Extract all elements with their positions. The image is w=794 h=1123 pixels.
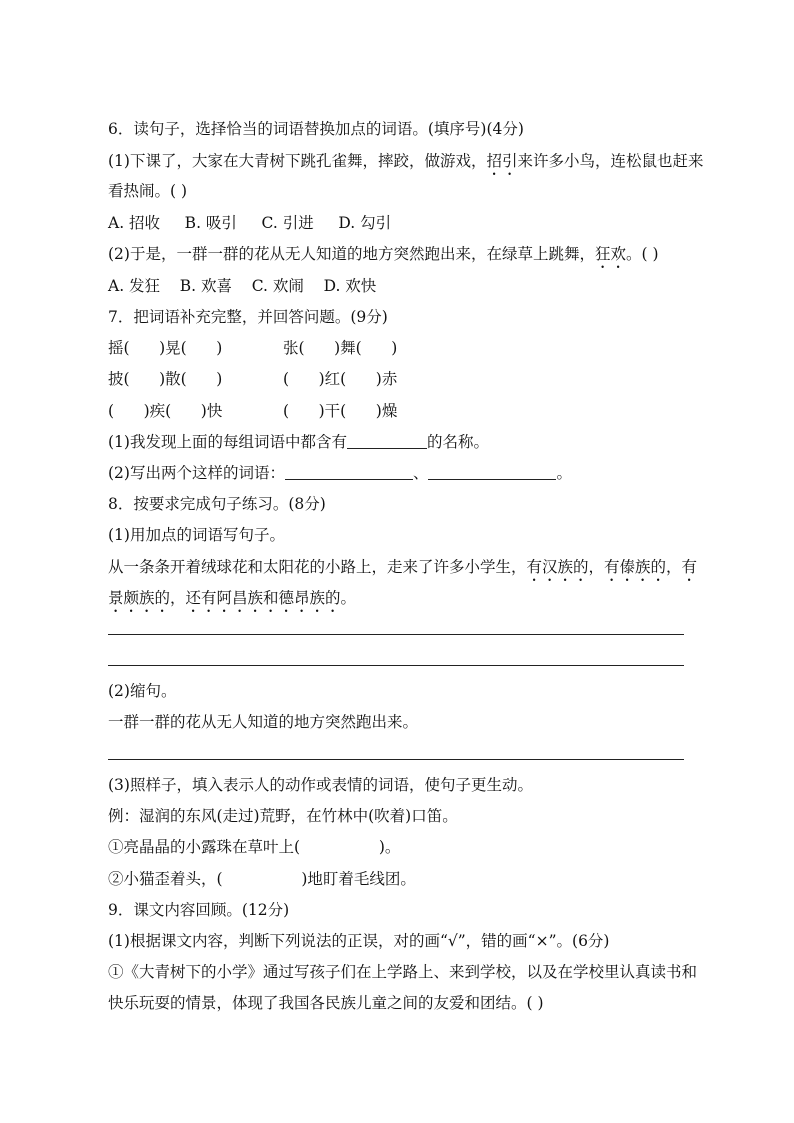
q7-row1-a: 摇( )晃( ) — [108, 339, 223, 357]
q6-s2-options: A. 发狂 B. 欢喜 C. 欢闹 D. 欢快 — [108, 277, 377, 295]
q7-sub2-blank-2[interactable] — [428, 463, 556, 480]
q6-s2-dotted-word: 狂欢 — [594, 245, 626, 263]
q7-sub2-sep: 、 — [412, 464, 429, 482]
q7-row3-a: ( )疾( )快 — [108, 402, 223, 420]
q8-answer-line-3[interactable] — [108, 759, 684, 760]
q8-sub2-sentence: 一群一群的花从无人知道的地方突然跑出来。 — [108, 713, 419, 731]
q8-example: 例：湿润的东风(走过)荒野，在竹林中(吹着)口笛。 — [108, 807, 458, 825]
q7-row2-a: 披( )散( ) — [108, 370, 223, 388]
q6-s1-pre: (1)下课了，大家在大青树下跳孔雀舞，摔跤，做游戏， — [108, 152, 487, 170]
q8-answer-line-2[interactable] — [108, 665, 684, 666]
q8-sub3: (3)照样子，填入表示人的动作或表情的词语，使句子更生动。 — [108, 776, 533, 794]
q8-item2: ②小猫歪着头，( )地盯着毛线团。 — [108, 870, 416, 888]
q7-sub2 — [108, 463, 572, 483]
q6-sentence-1-line-1 — [108, 151, 704, 179]
q7-title: 7．把词语补充完整，并回答问题。(9分) — [108, 308, 388, 326]
q7-sub2-pre: (2)写出两个这样的词语： — [108, 464, 285, 482]
q8-answer-line-1[interactable] — [108, 634, 684, 635]
q9-item1-line-1: ①《大青树下的小学》通过写孩子们在上学路上、来到学校，以及在学校里认真读书和 — [108, 963, 698, 981]
q7-sub2-blank-1[interactable] — [285, 463, 413, 480]
q7-row3-b: ( )干( )燥 — [283, 402, 398, 420]
q7-row2-b: ( )红( )赤 — [283, 370, 398, 388]
q6-title: 6．读句子，选择恰当的词语替换加点的词语。(填序号)(4分) — [108, 120, 524, 138]
q7-sub1-blank[interactable] — [347, 432, 427, 449]
q8-sub1: (1)用加点的词语写句子。 — [108, 526, 285, 544]
q7-sub1-post: 的名称。 — [426, 433, 489, 451]
q8-sentence-a-pre: 从一条条开着绒球花和太阳花的小路上，走来了许多小学生， — [108, 558, 527, 576]
q6-s2-pre: (2)于是，一群一群的花从无人知道的地方突然跑出来，在绿草上跳舞， — [108, 245, 595, 263]
q6-s2-post: 。( ) — [625, 245, 659, 263]
q8-sentence-b-dotted: 景颇族的，还有阿昌族和德昂族的 — [108, 589, 341, 607]
q6-s1-post: 来许多小鸟，连松鼠也赶来 — [517, 152, 704, 170]
q9-title: 9．课文内容回顾。(12分) — [108, 901, 290, 919]
q8-sentence-line-1 — [108, 557, 697, 585]
q9-item1-line-2: 快乐玩耍的情景，体现了我国各民族儿童之间的友爱和团结。( ) — [108, 994, 544, 1012]
q8-item1: ①亮晶晶的小露珠在草叶上( )。 — [108, 838, 401, 856]
q8-sentence-a-dotted: 有汉族的，有傣族的，有 — [526, 558, 698, 576]
q7-sub1-pre: (1)我发现上面的每组词语中都含有 — [108, 433, 347, 451]
q6-s1-dotted-word: 招引 — [486, 152, 518, 170]
q7-sub1 — [108, 432, 489, 452]
q6-sentence-1-line-2: 看热闹。( ) — [108, 182, 188, 200]
q6-sentence-2 — [108, 244, 659, 272]
q9-sub1: (1)根据课文内容，判断下列说法的正误，对的画“√”，错的画“×”。(6分) — [108, 932, 610, 950]
q8-sentence-b-post: 。 — [340, 589, 357, 607]
q7-row1-b: 张( )舞( ) — [283, 339, 398, 357]
q8-sub2: (2)缩句。 — [108, 682, 177, 700]
q6-s1-options: A. 招收 B. 吸引 C. 引进 D. 勾引 — [108, 214, 392, 232]
q8-title: 8．按要求完成句子练习。(8分) — [108, 495, 326, 513]
q7-sub2-end: 。 — [556, 464, 572, 482]
q8-sentence-line-2 — [108, 588, 356, 616]
